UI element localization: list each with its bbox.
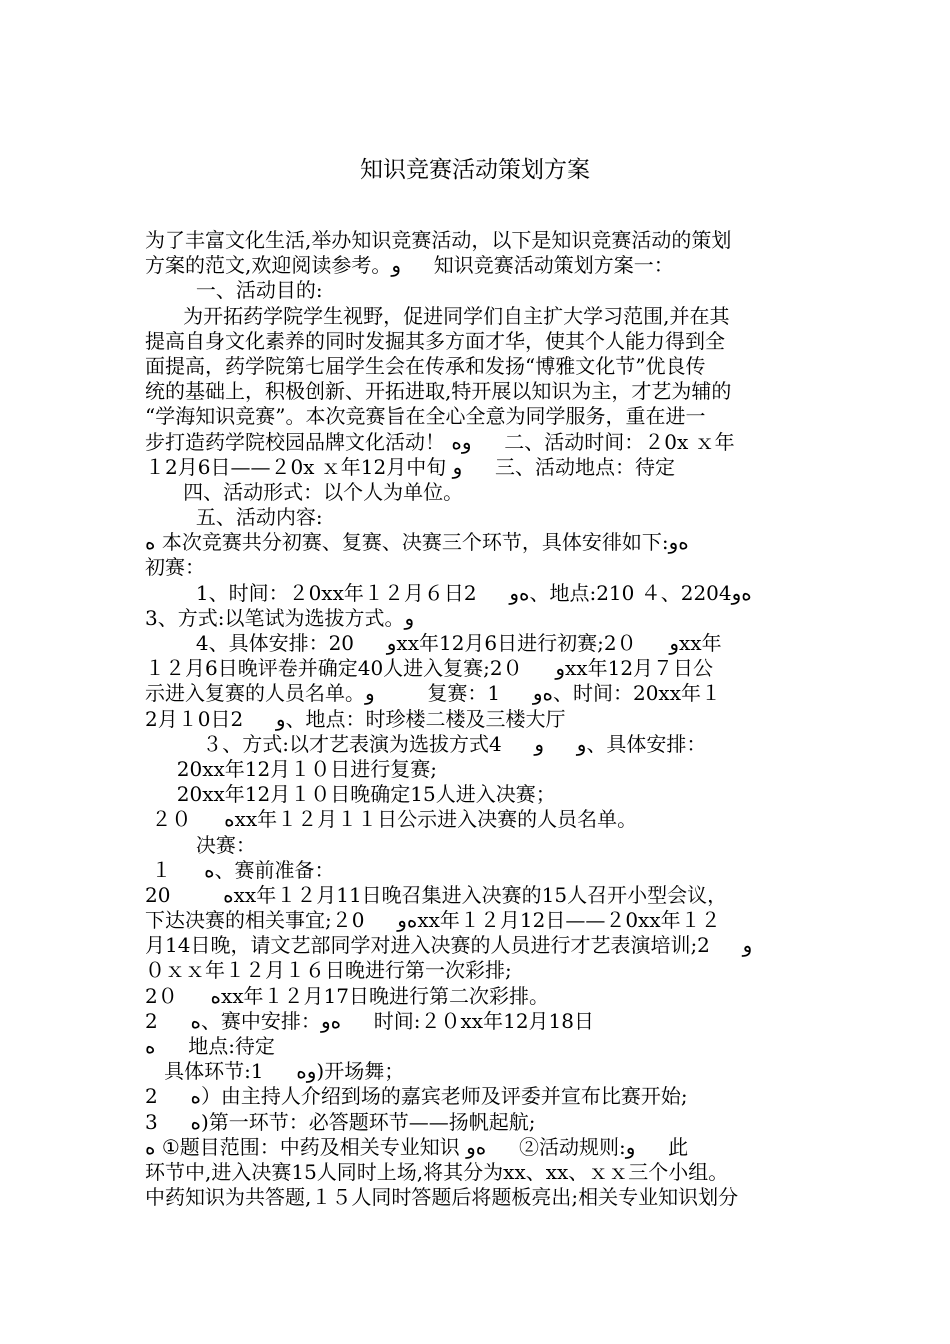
paragraph-line: 四、活动形式：以个人为单位。: [145, 479, 464, 504]
paragraph-line: １2月6日——２0x ｘ年12月中旬 ﻭ 三、活动地点：待定: [145, 454, 676, 479]
document-body: [145, 228, 815, 1210]
paragraph-line: 20 ﻩxx年１２月11日晚召集进入决赛的15人召开小型会议，: [145, 882, 728, 907]
paragraph-line: 初赛：: [145, 555, 205, 580]
paragraph-line: 为了丰富文化生活,举办知识竞赛活动，以下是知识竞赛活动的策划: [145, 228, 732, 252]
paragraph-line: 2 ﻩ、赛中安排：ﻩو 时间:２０xx年12月18日: [145, 1008, 594, 1033]
paragraph-line: “学海知识竞赛”。本次竞赛旨在全心全意为同学服务，重在进一: [145, 404, 706, 429]
paragraph-line: 20xx年12月１０日进行复赛;: [145, 756, 437, 781]
paragraph-line: 一、活动目的:: [145, 278, 323, 303]
paragraph-line: 1、时间：２0xx年１２月６日2 ﻩو、地点:210 ４、2204ﻩو: [145, 580, 752, 605]
paragraph-line: 五、活动内容:: [145, 505, 323, 530]
paragraph-line: 2 ﻩ）由主持人介绍到场的嘉宾老师及评委并宣布比赛开始;: [145, 1084, 688, 1109]
paragraph-line: 2月１0日2 ﻭ、地点：时珍楼二楼及三楼大厅: [145, 706, 566, 731]
paragraph-line: 决赛：: [145, 832, 256, 857]
paragraph-line: 方案的范文,欢迎阅读参考。و 知识竞赛活动策划方案一：: [145, 253, 674, 278]
paragraph-line: 示进入复赛的人员名单。ﻭ 复赛：1 ﻩو、时间：20xx年１: [145, 681, 721, 706]
paragraph-line: 月14日晚，请文艺部同学对进入决赛的人员进行才艺表演培训;2 ﻭ: [145, 933, 753, 958]
paragraph-line: 4、具体安排：20 ﻭxx年12月6日进行初赛;2０ ﻭxx年: [145, 631, 722, 655]
paragraph-line: 下达决赛的相关事宜;２0 ﻩﻭxx年１２月12日——２0xx年１２: [145, 908, 721, 933]
paragraph-line: 面提高，药学院第七届学生会在传承和发扬“博雅文化节”优良传: [145, 353, 706, 378]
paragraph-line: 2０ ﻩxx年１２月17日晚进行第二次彩排。: [145, 983, 549, 1008]
paragraph-line: 具体环节:1 ﻭﻩ)开场舞；: [145, 1059, 405, 1084]
paragraph-line: ０ｘｘ年１２月１６日晚进行第一次彩排;: [145, 958, 512, 983]
paragraph-line: 3 ﻩ)第一环节：必答题环节——扬帆起航;: [145, 1109, 536, 1134]
paragraph-line: １ ﻩ、赛前准备：: [145, 857, 335, 882]
paragraph-line: 环节中,进入决赛15人同时上场,将其分为xx、xx、ｘｘ三个小组。: [145, 1159, 729, 1184]
paragraph-line: 中药知识为共答题,１５人同时答题后将题板亮出;相关专业知识划分: [145, 1185, 739, 1210]
paragraph-line: ２０ ﻩxx年１２月１１日公示进入决赛的人员名单。: [145, 807, 638, 832]
paragraph-line: 提高自身文化素养的同时发掘其多方面才华，使其个人能力得到全: [145, 328, 725, 353]
paragraph-line: 3、方式:以笔试为选拔方式。ﻭ: [145, 605, 415, 630]
paragraph-line: 步打造药学院校园品牌文化活动！ وﻩ 二、活动时间：２0x ｘ年: [145, 429, 735, 454]
paragraph-line: １２月6日晚评卷并确定40人进入复赛;2０ ﻭxx年12月７日公: [145, 656, 714, 681]
paragraph-line: ﻩ ①题目范围：中药及相关专业知识 ﻩو ②活动规则:ﻭ 此: [145, 1134, 689, 1159]
paragraph-line: ３、方式:以才艺表演为选拔方式4 ﻭ ﻭ、具体安排：: [145, 731, 707, 756]
paragraph-line: 为开拓药学院学生视野，促进同学们自主扩大学习范围,并在其: [145, 303, 730, 328]
document-title: 知识竞赛活动策划方案: [360, 157, 590, 183]
paragraph-line: ﻩ 地点:待定: [145, 1034, 275, 1058]
paragraph-line: 20xx年12月１０日晚确定15人进入决赛；: [145, 782, 556, 807]
paragraph-line: 统的基础上，积极创新、开拓进取,特开展以知识为主，才艺为辅的: [145, 379, 732, 404]
paragraph-line: ﻩ 本次竞赛共分初赛、复赛、决赛三个环节，具体安徘如下:ﻩو: [145, 530, 689, 555]
